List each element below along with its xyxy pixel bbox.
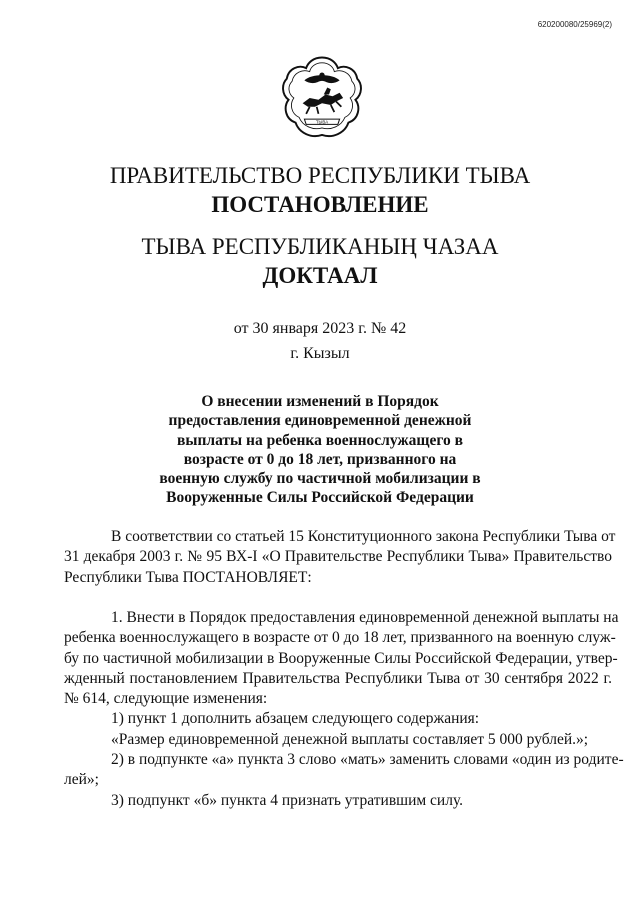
- text-line: бу по частичной мобилизации в Вооруженные Силы Российской Федерации, утвер-: [64, 649, 618, 667]
- text-line: ребенка военнослужащего в возрасте от 0 до 18 лет, призванного на военную служ-: [64, 629, 616, 647]
- text-line: № 614, следующие изменения:: [64, 690, 268, 708]
- coat-of-arms-emblem: [278, 54, 366, 142]
- subitem-2-continuation: лей»;: [64, 771, 99, 789]
- text-line: 1. Внести в Порядок предоставления единовременной денежной выплаты на: [111, 609, 619, 626]
- heading-line: военную службу по частичной мобилизации в: [159, 470, 481, 488]
- decree-heading: [0, 392, 640, 508]
- preamble-paragraph: [64, 527, 616, 588]
- heading-line: выплаты на ребенка военнослужащего в: [176, 431, 463, 449]
- text-line: В соответствии со статьей 15 Конституционного закона Республики Тыва от: [111, 528, 616, 545]
- decree-city: г. Кызыл: [290, 345, 350, 362]
- subitem-1-quote: «Размер единовременной денежной выплаты составляет 5 000 рублей.»;: [111, 730, 589, 748]
- heading-line: предоставления единовременной денежной: [168, 412, 472, 430]
- heading-line: О внесении изменений в Порядок: [201, 393, 439, 410]
- text-line: жденный постановлением Правительства Республики Тыва от 30 сентября 2022 г.: [64, 669, 612, 687]
- decree-date-number: от 30 января 2023 г. № 42: [233, 320, 407, 337]
- item-1-paragraph: [64, 608, 624, 811]
- document-registration-number: 620200080/25969(2): [537, 20, 612, 29]
- heading-line: Вооруженные Силы Российской Федерации: [166, 489, 474, 507]
- heading-line: возрасте от 0 до 18 лет, призванного на: [183, 450, 457, 468]
- subitem-1: 1) пункт 1 дополнить абзацем следующего содержания:: [111, 710, 480, 728]
- subitem-2: 2) в подпункте «а» пункта 3 слово «мать» заменить словами «один из родите-: [111, 751, 624, 769]
- decree-title-tyv: ДОКТААЛ: [262, 263, 378, 288]
- decree-title-ru: ПОСТАНОВЛЕНИЕ: [211, 192, 429, 217]
- government-title-tyv: ТЫВА РЕСПУБЛИКАНЫҢ ЧАЗАА: [141, 234, 499, 259]
- text-line: 31 декабря 2003 г. № 95 ВХ-I «О Правительстве Республики Тыва» Правительство: [64, 548, 612, 566]
- text-line: Республики Тыва ПОСТАНОВЛЯЕТ:: [64, 568, 312, 586]
- government-title-ru: ПРАВИТЕЛЬСТВО РЕСПУБЛИКИ ТЫВА: [109, 163, 531, 188]
- subitem-3: 3) подпункт «б» пункта 4 признать утратившим силу.: [111, 791, 464, 809]
- emblem-inscription: ТЫВА: [315, 119, 329, 125]
